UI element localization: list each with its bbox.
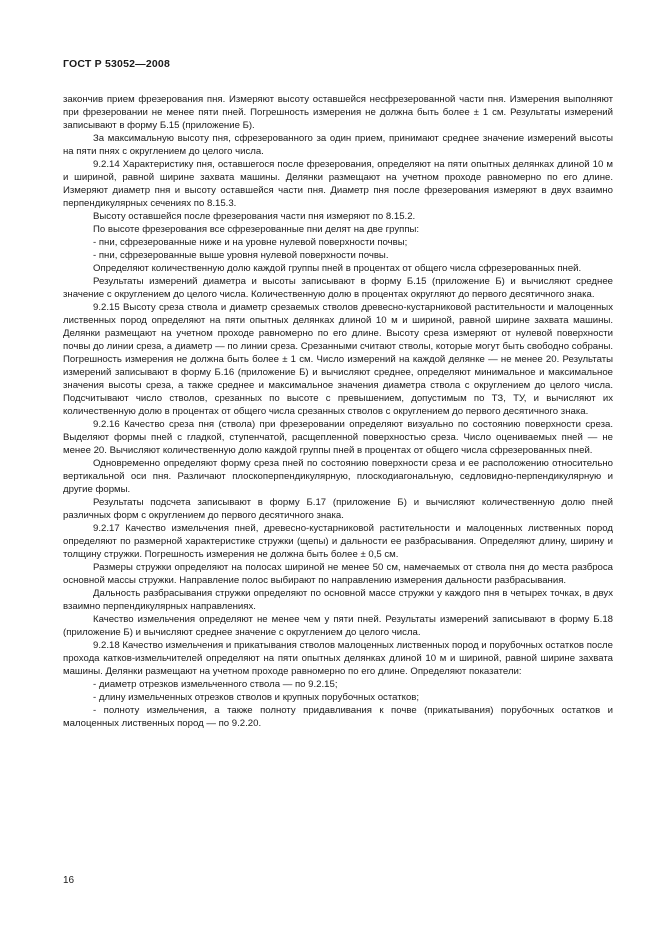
paragraph: По высоте фрезерования все сфрезерованные пни делят на две группы: — [93, 224, 420, 235]
paragraph: 9.2.15 Высоту среза ствола и диаметр срезаемых стволов древесно-кустарниковой растительности и малоценных лиственных пород определяют на пяти опытных делянках длиной 10 м и шириной, равной ширине захвата машины. Делянки размещают на учетном проходе равномерно по его длине. Высоту среза измеряют от нулевой поверхности почвы до линии среза, а диаметр — по линии среза. Срезанными считают стволы, которые могут быть свободно собраны. Погрешность измерения не должна быть более ± 1 см. Число измерений на каждой делянке — не менее 20. Результаты измерений записывают в форму Б.16 (приложение Б) и вычисляют среднее, определяют минимальное и максимальное значения высоты среза, а также среднее и максимальное значения диаметра ствола с округлением до целого числа. Подсчитывают число стволов, срезанных по высоте с превышением, допустимым по ТЗ, ТУ, и вычисляют их количественную долю в процентах от общего числа срезанных стволов с округлением до первого десятичного знака. — [63, 302, 613, 417]
paragraph: Определяют количественную долю каждой группы пней в процентах от общего числа сфрезерованных пней. — [93, 263, 582, 274]
paragraph: - пни, сфрезерованные выше уровня нулевой поверхности почвы. — [93, 250, 389, 261]
document-body — [63, 93, 613, 730]
paragraph: 9.2.18 Качество измельчения и прикатывания стволов малоценных лиственных пород и порубочных остатков после прохода катков-измельчителей определяют на пяти опытных делянках длиной 10 м и шириной, равной ширине захвата машины. Делянки размещают на учетном проходе равномерно по его длине. Определяют показатели: — [63, 640, 613, 677]
paragraph: - длину измельченных отрезков стволов и крупных порубочных остатков; — [93, 692, 420, 703]
paragraph: Результаты измерений диаметра и высоты записывают в форму Б.15 (приложение Б) и вычисляют среднее значение с округлением до целого числа. Количественную долю в процентах округляют до первого десятичного знака. — [63, 276, 613, 300]
paragraph: - пни, сфрезерованные ниже и на уровне нулевой поверхности почвы; — [93, 237, 408, 248]
paragraph: 9.2.16 Качество среза пня (ствола) при фрезеровании определяют визуально по состоянию поверхности среза. Выделяют формы пней с гладкой, ступенчатой, расщепленной поверхностью среза. Число оцениваемых пней — не менее 20. Вычисляют количественную долю каждой группы пней в процентах от общего числа сфрезерованных пней. — [63, 419, 613, 456]
paragraph: Высоту оставшейся после фрезерования части пня измеряют по 8.15.2. — [93, 211, 416, 222]
paragraph: - диаметр отрезков измельченного ствола — по 9.2.15; — [93, 679, 338, 690]
paragraph: 9.2.17 Качество измельчения пней, древесно-кустарниковой растительности и малоценных лиственных пород определяют по размерной характеристике стружки (щепы) и дальности ее разбрасывания. Определяют длину, ширину и толщину стружки. Погрешность измерения не должна быть более ± 0,5 см. — [63, 523, 613, 560]
paragraph: 9.2.14 Характеристику пня, оставшегося после фрезерования, определяют на пяти опытных делянках длиной 10 м и шириной, равной ширине захвата машины. Делянки размещают на учетном проходе равномерно по его длине. Измеряют диаметр пня и высоту оставшейся части пня. Диаметр пня после фрезерования измеряют в двух взаимно перпендикулярных сечениях по 8.15.3. — [63, 159, 613, 209]
document-header: ГОСТ Р 53052—2008 — [63, 58, 171, 70]
paragraph: - полноту измельчения, а также полноту придавливания к почве (прикатывания) порубочных остатков и малоценных лиственных пород — по 9.2.20. — [63, 705, 613, 729]
paragraph: Качество измельчения определяют не менее чем у пяти пней. Результаты измерений записывают в форму Б.18 (приложение Б) и вычисляют среднее значение с округлением до целого числа. — [63, 614, 613, 638]
paragraph: Размеры стружки определяют на полосах шириной не менее 50 см, намечаемых от ствола пня до места разброса основной массы стружки. Направление полос выбирают по направлению измерения дальности разбрасывания. — [63, 562, 613, 586]
page-number: 16 — [63, 875, 75, 886]
paragraph: закончив прием фрезерования пня. Измеряют высоту оставшейся несфрезерованной части пня. Измерения выполняют при фрезеровании не менее пяти пней. Погрешность измерения не должна быть более ± 1 см. Результаты измерений записывают в форму Б.15 (приложение Б). — [63, 94, 613, 131]
paragraph: Одновременно определяют форму среза пней по состоянию поверхности среза и ее расположению относительно вертикальной оси пня. Различают плоскоперпендикулярную, плоскодиагональную, седловидно-перпендикулярную и другие формы. — [63, 458, 613, 495]
paragraph: Результаты подсчета записывают в форму Б.17 (приложение Б) и вычисляют количественную долю пней различных форм с округлением до первого десятичного знака. — [63, 497, 613, 521]
paragraph: Дальность разбрасывания стружки определяют по основной массе стружки у каждого пня в четырех точках, в двух взаимно перпендикулярных направлениях. — [63, 588, 613, 612]
paragraph: За максимальную высоту пня, сфрезерованного за один прием, принимают среднее значение измерений высоты на пяти пнях с округлением до целого числа. — [63, 133, 613, 157]
